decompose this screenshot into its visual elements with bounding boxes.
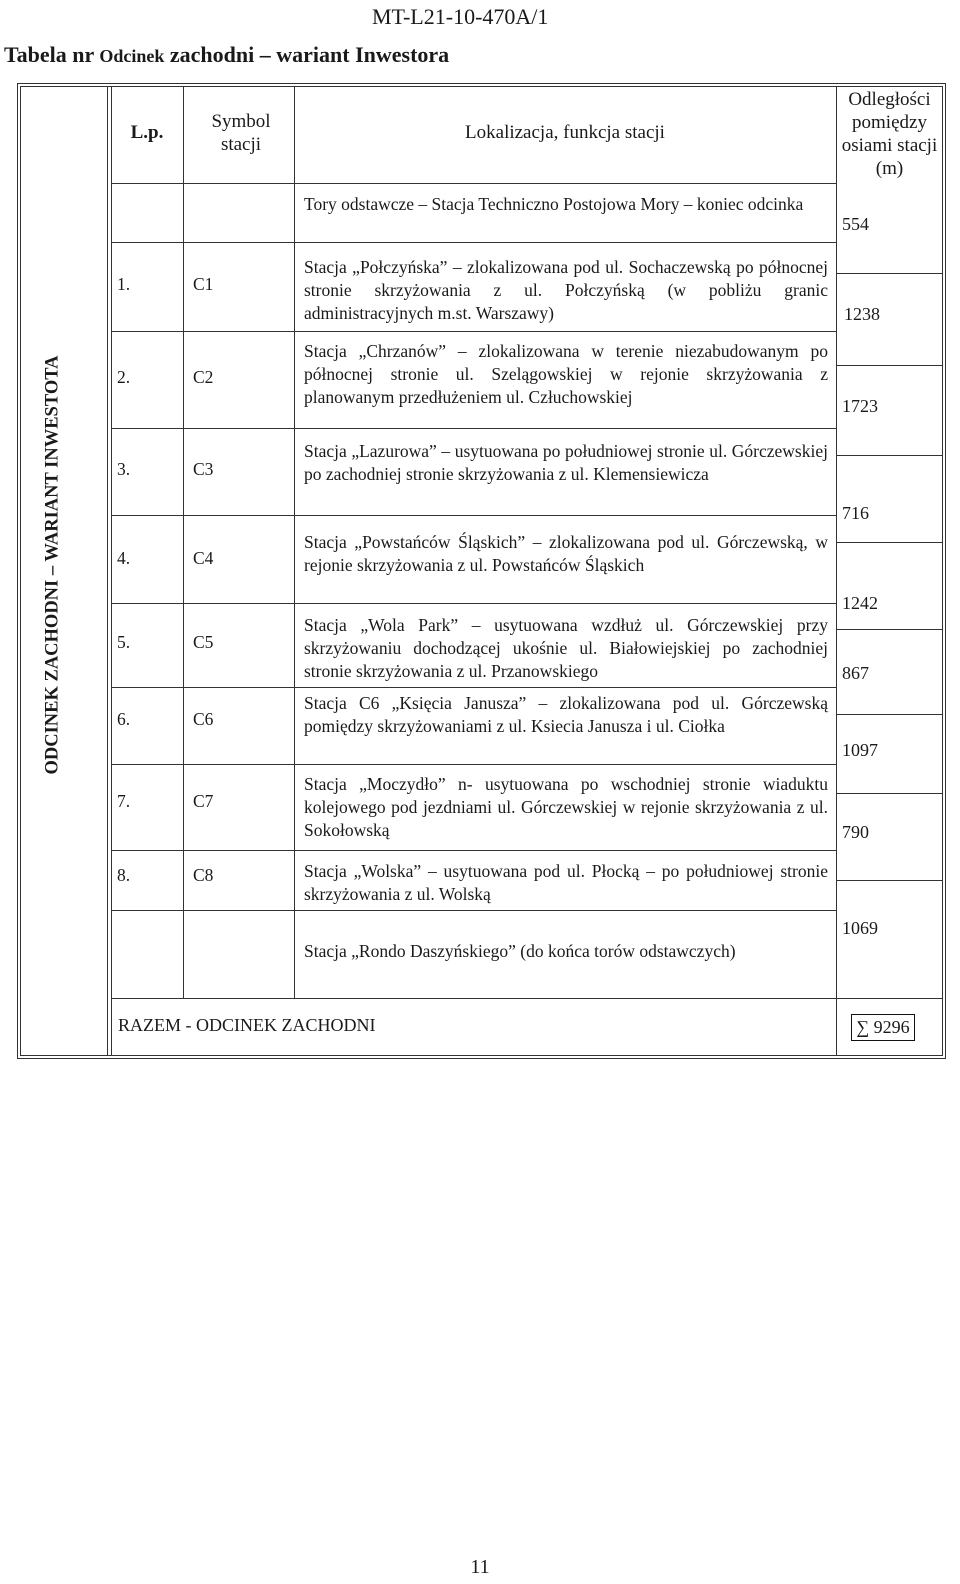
row-location-1: Stacja „Połczyńska” – zlokalizowana pod ul. Sochaczewską po północnej stronie skrzyżowania z ul. Połczyńską (w pobliżu granic administracyjnych m.st. Warszawy) [304,257,828,323]
title-rest: zachodni – wariant Inwestora [169,42,450,67]
header-distance: Odległości pomiędzy osiami stacji (m) [841,89,938,179]
row-lp-4: 4. [117,548,131,568]
distance-value-3: 1723 [842,396,878,416]
row-lp-2: 2. [117,367,131,387]
side-label-text: ODCINEK ZACHODNI – WARIANT INWESTOTA [42,355,63,775]
distance-value-6: 867 [842,663,869,683]
header-symbol: Symbol stacji [211,111,271,155]
row-lp-1: 1. [117,274,131,294]
row-location-6: Stacja C6 „Księcia Janusza” – zlokalizowana pod ul. Górczewską pomiędzy skrzyżowaniami z ul. Ksiecia Janusza i ul. Ciołka [304,693,828,736]
total-sum-box: ∑ 9296 [851,1014,915,1041]
total-label: RAZEM - ODCINEK ZACHODNI [118,1015,376,1035]
distance-value-5: 1242 [842,593,878,613]
row-location-0: Tory odstawcze – Stacja Techniczno Postojowa Mory – koniec odcinka [304,194,804,214]
row-symbol-7: C7 [193,791,214,811]
row-symbol-2: C2 [193,367,214,387]
row-lp-3: 3. [117,459,131,479]
side-section-label [33,340,73,790]
title-small: Odcinek [99,46,165,66]
distance-value-9: 1069 [842,918,878,938]
row-symbol-5: C5 [193,632,214,652]
title-prefix: Tabela nr [4,42,94,67]
distance-value-7: 1097 [842,740,878,760]
distance-value-8: 790 [842,822,869,842]
table-title [4,42,449,68]
row-lp-6: 6. [117,709,131,729]
row-symbol-8: C8 [193,865,214,885]
distance-value-2: 1238 [844,304,880,324]
row-location-7: Stacja „Moczydło” n- usytuowana po wschodniej stronie wiaduktu kolejowego pod jezdniami ul. Górczewskiej w rejonie skrzyżowania z ul. Sokołowską [304,774,828,840]
row-location-9: Stacja „Rondo Daszyńskiego” (do końca torów odstawczych) [304,941,736,961]
row-lp-5: 5. [117,632,131,652]
row-symbol-4: C4 [193,548,214,568]
row-location-4: Stacja „Powstańców Śląskich” – zlokalizowana pod ul. Górczewską, w rejonie skrzyżowania z ul. Powstańców Śląskich [304,532,828,575]
row-location-3: Stacja „Lazurowa” – usytuowana po południowej stronie ul. Górczewskiej po zachodniej stronie skrzyżowania z ul. Klemensiewicza [304,441,828,484]
page-number: 11 [470,1556,490,1578]
row-symbol-1: C1 [193,274,214,294]
document-code: MT-L21-10-470A/1 [372,4,549,29]
row-symbol-3: C3 [193,459,214,479]
row-lp-8: 8. [117,865,131,885]
row-lp-7: 7. [117,791,131,811]
row-location-2: Stacja „Chrzanów” – zlokalizowana w terenie niezabudowanym po północnej stronie ul. Szelągowskiej w rejonie skrzyżowania z planowanym przedłużeniem ul. Człuchowskiej [304,341,828,407]
row-location-5: Stacja „Wola Park” – usytuowana wzdłuż ul. Górczewskiej przy skrzyżowaniu dochodzącej ukośnie ul. Białowiejskiej po zachodniej stronie skrzyżowania z ul. Przanowskiego [304,615,828,681]
header-location: Lokalizacja, funkcja stacji [465,122,665,143]
row-location-8: Stacja „Wolska” – usytuowana pod ul. Płocką – po południowej stronie skrzyżowania z ul. Wolską [304,861,828,904]
distance-value-1: 554 [842,214,869,234]
distance-value-4: 716 [842,503,869,523]
row-symbol-6: C6 [193,709,214,729]
header-lp: L.p. [130,122,164,143]
